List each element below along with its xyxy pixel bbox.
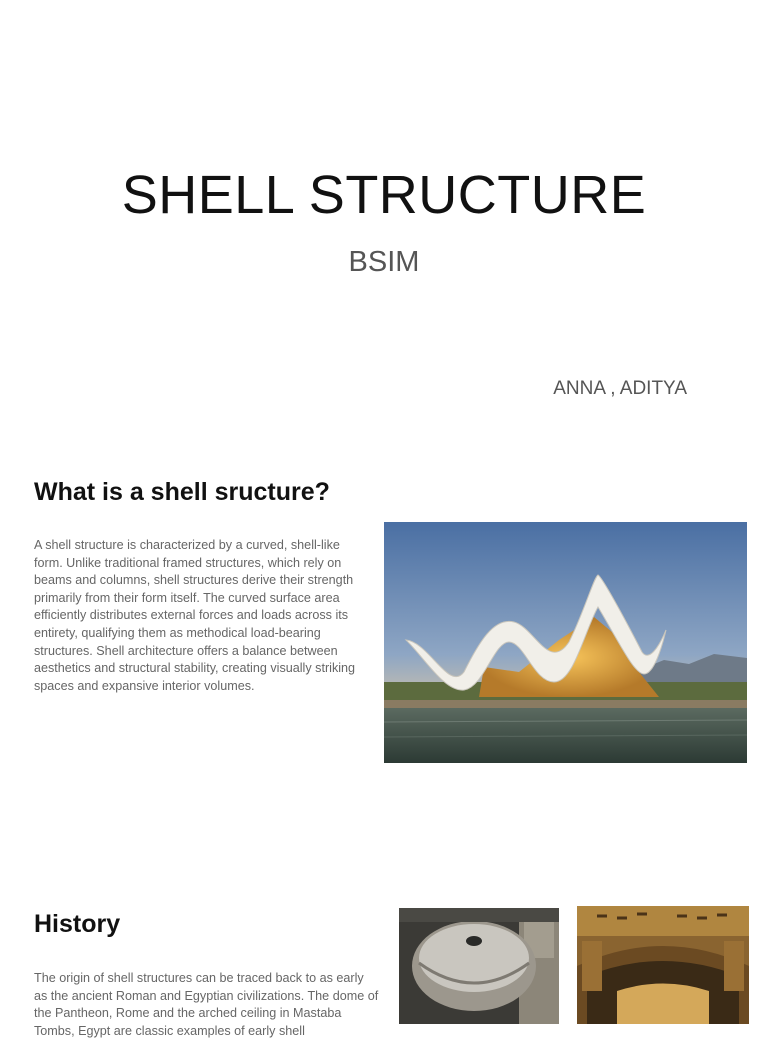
pantheon-photo <box>399 908 559 1024</box>
section-paragraph-what: A shell structure is characterized by a curved, shell-like form. Unlike traditional framed structures, which rely on beams and columns, shell structures derive their strength primarily from their form itself. The curved surface area efficiently distributes external forces and loads across its entirety, qualifying them as methodical load-bearing structures. Shell architecture offers a balance between aesthetics and structural stability, creating visually striking spaces and expansive interior volumes. <box>34 538 356 693</box>
slide-subtitle: BSIM <box>348 246 420 278</box>
shell-building-photo <box>384 522 747 763</box>
slide-title: SHELL STRUCTURE <box>121 165 647 225</box>
slide-authors: ANNA , ADITYA <box>553 378 687 399</box>
egyptian-ceiling-photo <box>577 906 749 1024</box>
section-heading-what: What is a shell sructure? <box>34 478 330 506</box>
section-heading-history: History <box>34 910 121 938</box>
section-paragraph-history: The origin of shell structures can be traced back to as early as the ancient Roman and Egyptian civilizations. The dome of the Pantheon, Rome and the arched ceiling in Mastaba Tombs, Egypt are classic examples of early shell <box>34 971 379 1038</box>
